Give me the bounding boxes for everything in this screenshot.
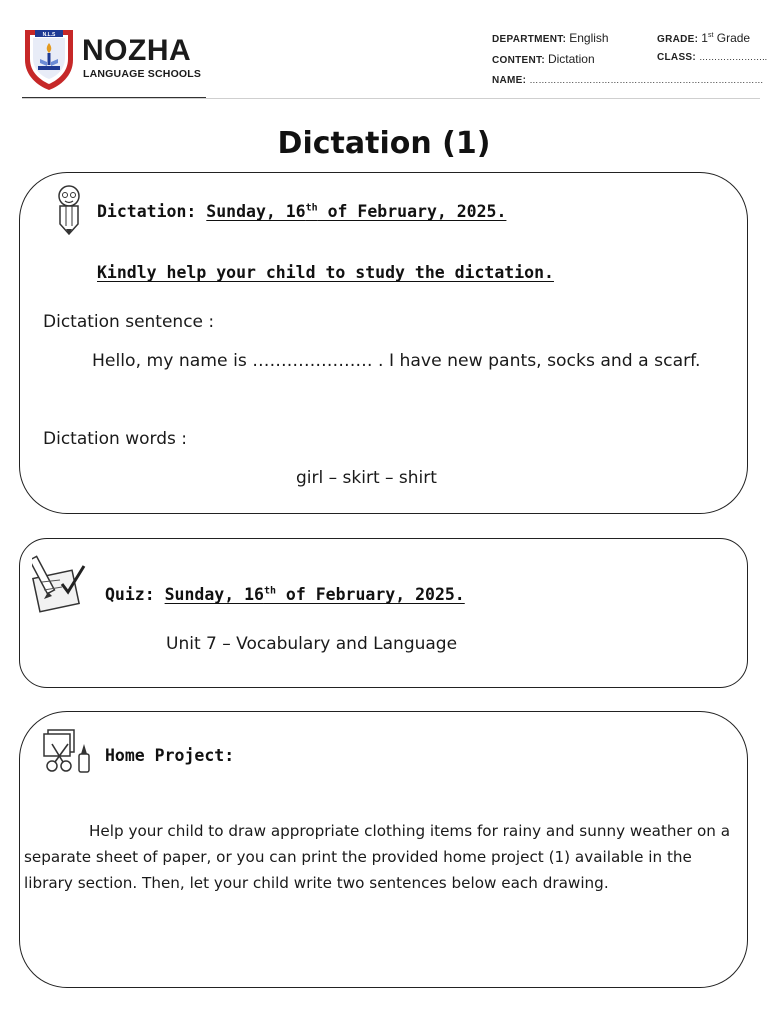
- dictation-sentence: Hello, my name is ………………… . I have new pants, socks and a scarf.: [92, 351, 701, 371]
- grade-value: 1st Grade: [701, 31, 751, 45]
- quiz-section: [19, 538, 748, 688]
- grade-row: GRADE: 1st Grade: [657, 31, 751, 45]
- department-value: English: [569, 31, 609, 45]
- class-field[interactable]: …………………..: [699, 52, 768, 62]
- page-title: Dictation (1): [277, 126, 491, 161]
- dictation-heading: Dictation: Sunday, 16th of February, 2025.: [97, 202, 507, 221]
- brand-name: NOZHA: [82, 34, 192, 67]
- quiz-checklist-icon: [32, 552, 90, 614]
- brand-subtitle: LANGUAGE SCHOOLS: [83, 68, 202, 80]
- svg-text:N.L.S: N.L.S: [42, 32, 56, 38]
- scissors-glue-icon: [42, 724, 94, 776]
- department-row: DEPARTMENT: English: [492, 31, 609, 45]
- name-field[interactable]: ……………………………………………………………………: [529, 75, 764, 85]
- dictation-date: Sunday, 16th of February, 2025.: [206, 202, 507, 221]
- quiz-date: Sunday, 16th of February, 2025.: [164, 585, 465, 604]
- name-row: NAME: ……………………………………………………………………: [492, 75, 764, 86]
- shield-logo-icon: [22, 26, 76, 92]
- pencil-mascot-icon: [50, 184, 88, 236]
- dictation-words: girl – skirt – shirt: [296, 468, 437, 488]
- quiz-heading: Quiz: Sunday, 16th of February, 2025.: [105, 585, 465, 604]
- content-value: Dictation: [547, 52, 595, 66]
- sentence-label: Dictation sentence :: [43, 312, 215, 332]
- class-row: CLASS: …………………..: [657, 52, 768, 63]
- project-description: Help your child to draw appropriate clothing items for rainy and sunny weather on a separate sheet of paper, or you can print the provided home project (1) available in the library section. Then, let your child write two sentences below each drawing.: [24, 822, 731, 892]
- dictation-instruction: Kindly help your child to study the dictation.: [97, 263, 554, 282]
- header-divider: [22, 98, 760, 99]
- words-label: Dictation words :: [43, 429, 187, 449]
- quiz-topic: Unit 7 – Vocabulary and Language: [166, 634, 458, 654]
- dictation-section: [19, 172, 748, 514]
- project-heading: Home Project:: [105, 746, 235, 765]
- content-row: CONTENT: Dictation: [492, 52, 595, 66]
